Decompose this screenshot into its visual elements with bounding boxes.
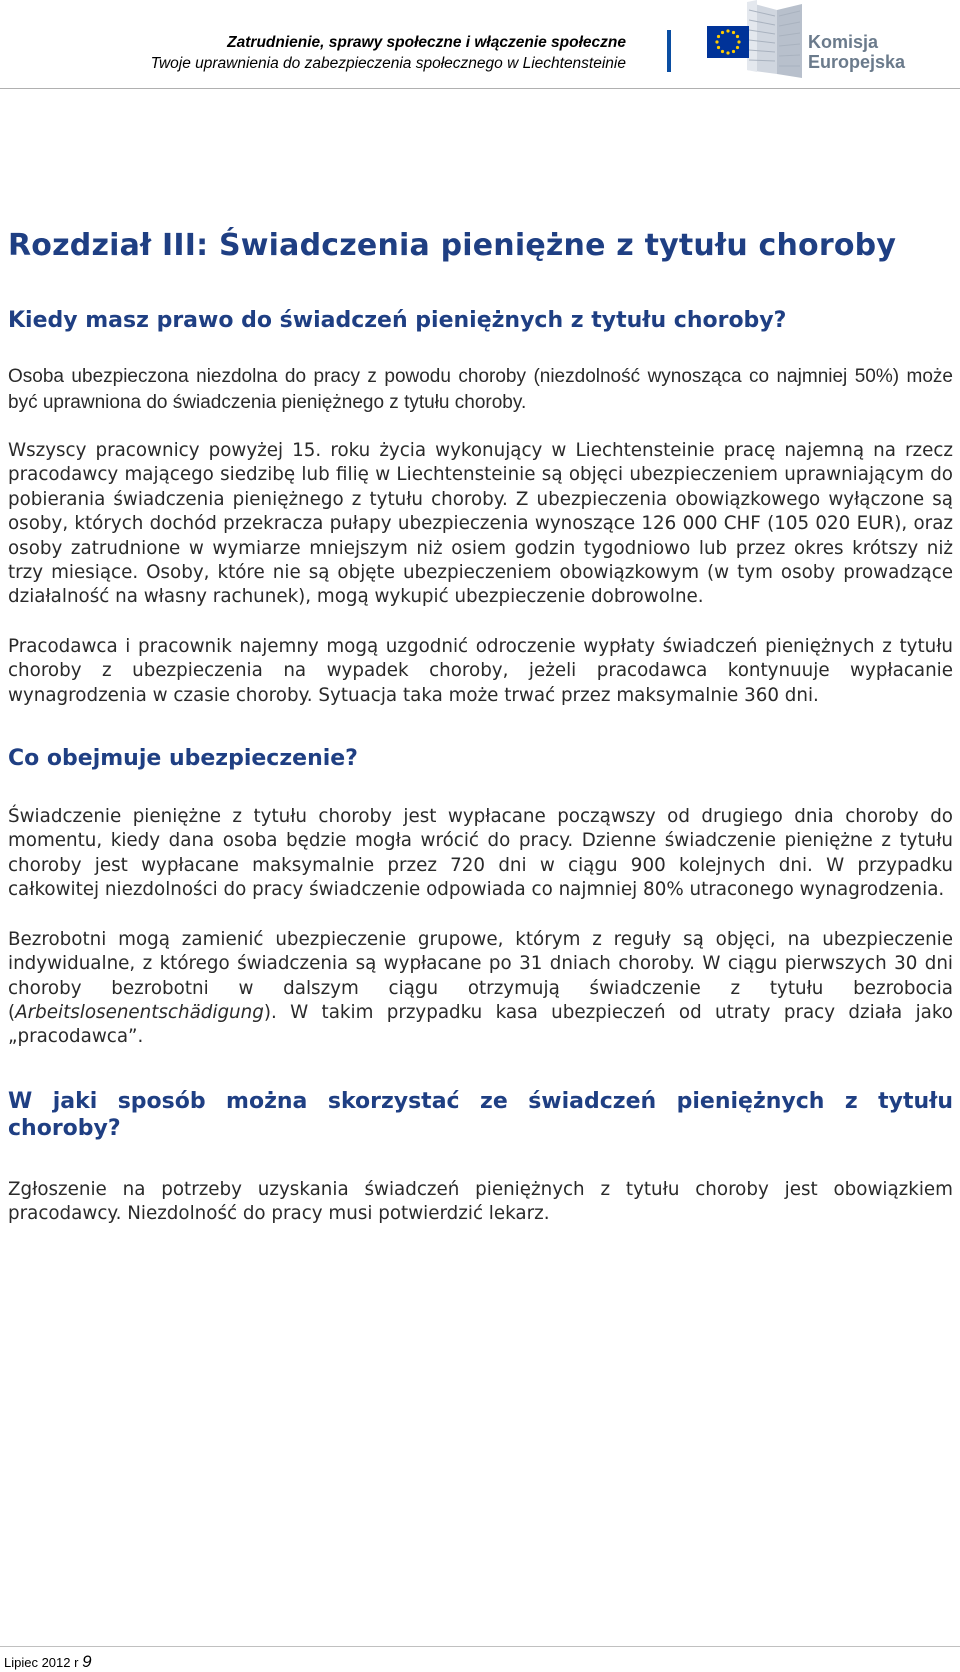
- header-rule: [0, 88, 960, 89]
- footer-rule: [0, 1646, 960, 1647]
- document-body: [8, 226, 953, 1227]
- paragraph-coverage-2-part1: Bezrobotni mogą zamienić ubezpieczenie grupowe, którym z reguły są objęci, na ubezpieczenie indywidualne, z którego świadczenia są wypłacane po 31 dniach choroby. W ciągu pierwszych 30 dni choroby bezrobotni w dalszym ciągu otrzymują świadczenie z tytułu bezrobocia (: [8, 928, 953, 1023]
- section-heading-how-to-claim: W jaki sposób można skorzystać ze świadczeń pieniężnych z tytułu choroby?: [8, 1088, 953, 1141]
- paragraph-eligibility-2: Wszyscy pracownicy powyżej 15. roku życia wykonujący w Liechtensteinie pracę najemną na rzecz pracodawcy mającego siedzibę lub filię w Liechtensteinie są objęci ubezpieczeniem uprawniającym do pobierania świadczenia pieniężnego z tytułu choroby. Z ubezpieczenia obowiązkowego wyłączone są osoby, których dochód przekracza pułapy ubezpieczenia wynoszące 126 000 CHF (105 020 EUR), oraz osoby zatrudnione w wymiarze mniejszym niż osiem godzin tygodniowo lub przez okres krótszy niż trzy miesiące. Osoby, które nie są objęte ubezpieczeniem obowiązkowym (w tym osoby prowadzące działalność na własny rachunek), mogą wykupić ubezpieczenie dobrowolne.: [8, 440, 953, 608]
- paragraph-eligibility-1: Osoba ubezpieczona niezdolna do pracy z powodu choroby (niezdolność wynosząca co najmniej 50%) może być uprawniona do świadczenia pieniężnego z tytułu choroby.: [8, 366, 953, 413]
- section-heading-eligibility: Kiedy masz prawo do świadczeń pieniężnych z tytułu choroby?: [8, 308, 787, 333]
- page-number: 9: [82, 1652, 92, 1671]
- berlaymont-building-icon: [747, 0, 802, 78]
- paragraph-eligibility-3: Pracodawca i pracownik najemny mogą uzgodnić odroczenie wypłaty świadczeń pieniężnych z tytułu choroby z ubezpieczenia na wypadek choroby, jeżeli pracodawca kontynuuje wypłacanie wynagrodzenia w czasie choroby. Sytuacja taka może trwać przez maksymalnie 360 dni.: [8, 635, 953, 706]
- header-text: [151, 32, 626, 74]
- page-footer: [4, 1652, 92, 1672]
- paragraph-coverage-1: Świadczenie pieniężne z tytułu choroby jest wypłacane począwszy od drugiego dnia choroby do momentu, kiedy dana osoba będzie mogła wrócić do pracy. Dzienne świadczenie pieniężne z tytułu choroby jest wypłacane maksymalnie przez 720 dni w ciągu 900 kolejnych dni. W przypadku całkowitej niezdolności do pracy świadczenie odpowiada co najmniej 80% utraconego wynagrodzenia.: [8, 806, 953, 901]
- header-subtitle: Twoje uprawnienia do zabezpieczenia społecznego w Liechtensteinie: [150, 55, 626, 72]
- chapter-title: Rozdział III: Świadczenia pieniężne z tytułu choroby: [8, 228, 897, 263]
- header-divider-bar: [667, 30, 671, 72]
- european-commission-logo: [707, 0, 957, 82]
- section-heading-coverage: Co obejmuje ubezpieczenie?: [8, 746, 358, 772]
- logo-text-europejska: Europejska: [808, 52, 906, 72]
- footer-date: Lipiec 2012 r: [4, 1655, 79, 1670]
- paragraph-how-to-claim-1: Zgłoszenie na potrzeby uzyskania świadczeń pieniężnych z tytułu choroby jest obowiązkiem pracodawcy. Niezdolność do pracy musi potwierdzić lekarz.: [8, 1178, 953, 1225]
- logo-text-komisja: Komisja: [808, 32, 879, 52]
- paragraph-coverage-2: [8, 928, 953, 1050]
- paragraph-coverage-2-term: Arbeitslosenentschädigung: [15, 1001, 264, 1023]
- header-title: Zatrudnienie, sprawy społeczne i włączenie społeczne: [227, 34, 626, 51]
- paragraph-coverage-2-part2: ). W takim przypadku kasa ubezpieczeń od utraty pracy działa jako „pracodawca”.: [8, 1001, 953, 1048]
- eu-flag-icon: [707, 26, 749, 58]
